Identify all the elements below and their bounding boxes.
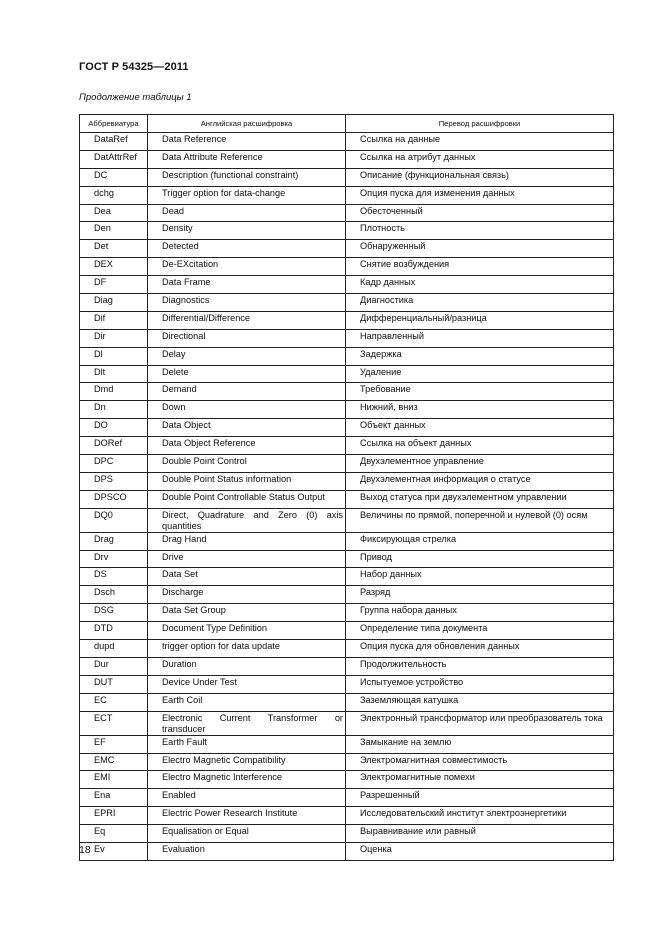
english-term-cell: Delete [148,365,346,383]
abbreviation-cell: DataRef [80,133,148,151]
table-row [80,383,614,401]
translation-cell: Испытуемое устройство [346,675,614,693]
english-term-cell: Double Point Status information [148,472,346,490]
abbreviation-cell: DQ0 [80,508,148,532]
abbreviation-cell: DO [80,419,148,437]
abbreviation-cell: Drv [80,550,148,568]
table-row [80,329,614,347]
table-row [80,168,614,186]
table-row [80,150,614,168]
abbreviation-cell: EC [80,693,148,711]
english-term-cell: Description (functional constraint) [148,168,346,186]
english-term-cell: Double Point Control [148,455,346,473]
translation-cell: Исследовательский институт электроэнергетики [346,807,614,825]
table-row [80,204,614,222]
abbreviation-cell: DUT [80,675,148,693]
table-row [80,771,614,789]
english-term-cell: Delay [148,347,346,365]
document-code: ГОСТ Р 54325—2011 [79,61,189,73]
english-term-cell: Document Type Definition [148,622,346,640]
abbreviation-cell: EMI [80,771,148,789]
english-term-cell: Density [148,222,346,240]
table-row [80,568,614,586]
english-term-cell: Discharge [148,586,346,604]
translation-cell: Двухэлементная информация о статусе [346,472,614,490]
abbreviation-cell: Dmd [80,383,148,401]
translation-cell: Обесточенный [346,204,614,222]
abbreviation-cell: Dur [80,657,148,675]
page-number: 18 [79,844,91,856]
english-term-cell: Differential/Difference [148,311,346,329]
abbreviation-cell: DPSCO [80,490,148,508]
table-row [80,186,614,204]
translation-cell: Ссылка на атрибут данных [346,150,614,168]
abbreviation-cell: EF [80,735,148,753]
english-term-cell: Earth Fault [148,735,346,753]
table-row [80,735,614,753]
abbreviation-cell: Den [80,222,148,240]
abbreviation-cell: Dif [80,311,148,329]
english-term-cell: Dead [148,204,346,222]
column-header-translation: Перевод расшифровки [346,115,614,133]
column-header-abbreviation: Аббревиатура [80,115,148,133]
table-row [80,675,614,693]
abbreviation-cell: Dsch [80,586,148,604]
abbreviation-cell: Ev [80,842,148,860]
translation-cell: Опция пуска для обновления данных [346,640,614,658]
translation-cell: Опция пуска для изменения данных [346,186,614,204]
abbreviation-cell: dupd [80,640,148,658]
english-term-cell: Equalisation or Equal [148,825,346,843]
abbreviation-cell: DF [80,276,148,294]
translation-cell: Описание (функциональная связь) [346,168,614,186]
table-row [80,276,614,294]
translation-cell: Разрешенный [346,789,614,807]
translation-cell: Привод [346,550,614,568]
english-term-cell: Electronic Current Transformer or transducer [148,711,346,735]
english-term-cell: Directional [148,329,346,347]
english-term-cell: Demand [148,383,346,401]
table-row [80,258,614,276]
abbreviation-cell: dchg [80,186,148,204]
translation-cell: Электромагнитные помехи [346,771,614,789]
translation-cell: Разряд [346,586,614,604]
english-term-cell: Drive [148,550,346,568]
translation-cell: Величины по прямой, поперечной и нулевой (0) осям [346,508,614,532]
english-term-cell: Detected [148,240,346,258]
translation-cell: Ссылка на данные [346,133,614,151]
translation-cell: Обнаруженный [346,240,614,258]
english-term-cell: Data Attribute Reference [148,150,346,168]
abbreviation-cell: Dl [80,347,148,365]
translation-cell: Объект данных [346,419,614,437]
english-term-cell: Duration [148,657,346,675]
table-header-row [80,115,614,133]
translation-cell: Ссылка на объект данных [346,437,614,455]
table-row [80,604,614,622]
english-term-cell: Double Point Controllable Status Output [148,490,346,508]
english-term-cell: Electro Magnetic Compatibility [148,753,346,771]
english-term-cell: Direct, Quadrature and Zero (0) axis quantities [148,508,346,532]
english-term-cell: Diagnostics [148,294,346,312]
translation-cell: Нижний, вниз [346,401,614,419]
abbreviation-cell: Ena [80,789,148,807]
table-row [80,640,614,658]
abbreviation-cell: DSG [80,604,148,622]
abbreviation-cell: Dlt [80,365,148,383]
column-header-english: Английская расшифровка [148,115,346,133]
table-row [80,789,614,807]
table-row [80,311,614,329]
abbreviation-cell: Dn [80,401,148,419]
table-row [80,455,614,473]
table-row [80,622,614,640]
table-caption: Продолжение таблицы 1 [79,92,192,103]
translation-cell: Продолжительность [346,657,614,675]
abbreviation-cell: DTD [80,622,148,640]
english-term-cell: Device Under Test [148,675,346,693]
english-term-cell: Data Object Reference [148,437,346,455]
translation-cell: Выравнивание или равный [346,825,614,843]
abbreviation-cell: DORef [80,437,148,455]
english-term-cell: Data Set [148,568,346,586]
english-term-cell: Electro Magnetic Interference [148,771,346,789]
table-row [80,222,614,240]
translation-cell: Задержка [346,347,614,365]
table-row [80,472,614,490]
table-body [80,133,614,861]
abbreviations-table [79,114,614,861]
english-term-cell: Electric Power Research Institute [148,807,346,825]
english-term-cell: trigger option for data update [148,640,346,658]
translation-cell: Кадр данных [346,276,614,294]
abbreviation-cell: Dir [80,329,148,347]
abbreviation-cell: ECT [80,711,148,735]
table-row [80,490,614,508]
table-row [80,240,614,258]
abbreviation-cell: DPC [80,455,148,473]
english-term-cell: Down [148,401,346,419]
translation-cell: Заземляющая катушка [346,693,614,711]
table-row [80,825,614,843]
table-row [80,437,614,455]
english-term-cell: Enabled [148,789,346,807]
english-term-cell: Data Reference [148,133,346,151]
abbreviation-cell: EPRI [80,807,148,825]
abbreviation-cell: DPS [80,472,148,490]
abbreviation-cell: Diag [80,294,148,312]
translation-cell: Дифференциальный/разница [346,311,614,329]
table-row [80,347,614,365]
translation-cell: Удаление [346,365,614,383]
table-row [80,294,614,312]
english-term-cell: Data Frame [148,276,346,294]
table-row [80,807,614,825]
translation-cell: Оценка [346,842,614,860]
translation-cell: Требование [346,383,614,401]
table-row [80,133,614,151]
english-term-cell: Trigger option for data-change [148,186,346,204]
translation-cell: Направленный [346,329,614,347]
abbreviation-cell: Dea [80,204,148,222]
abbreviation-cell: DC [80,168,148,186]
english-term-cell: Data Object [148,419,346,437]
table-row [80,711,614,735]
translation-cell: Двухэлементное управление [346,455,614,473]
table-row [80,550,614,568]
translation-cell: Определение типа документа [346,622,614,640]
table-row [80,365,614,383]
abbreviation-cell: DatAttrRef [80,150,148,168]
english-term-cell: Evaluation [148,842,346,860]
abbreviation-cell: Drag [80,532,148,550]
table-row [80,532,614,550]
translation-cell: Замыкание на землю [346,735,614,753]
translation-cell: Фиксирующая стрелка [346,532,614,550]
english-term-cell: Data Set Group [148,604,346,622]
english-term-cell: Earth Coil [148,693,346,711]
abbreviation-cell: EMC [80,753,148,771]
english-term-cell: De-EXcitation [148,258,346,276]
english-term-cell: Drag Hand [148,532,346,550]
table-row [80,753,614,771]
translation-cell: Электронный трансформатор или преобразователь тока [346,711,614,735]
abbreviation-cell: DEX [80,258,148,276]
abbreviation-cell: Eq [80,825,148,843]
translation-cell: Набор данных [346,568,614,586]
translation-cell: Электромагнитная совместимость [346,753,614,771]
translation-cell: Снятие возбуждения [346,258,614,276]
table-row [80,419,614,437]
table-row [80,401,614,419]
translation-cell: Диагностика [346,294,614,312]
translation-cell: Группа набора данных [346,604,614,622]
table-row [80,842,614,860]
abbreviation-cell: DS [80,568,148,586]
table-row [80,693,614,711]
table-row [80,586,614,604]
translation-cell: Плотность [346,222,614,240]
table-row [80,657,614,675]
table-row [80,508,614,532]
translation-cell: Выход статуса при двухэлементном управлении [346,490,614,508]
abbreviation-cell: Det [80,240,148,258]
